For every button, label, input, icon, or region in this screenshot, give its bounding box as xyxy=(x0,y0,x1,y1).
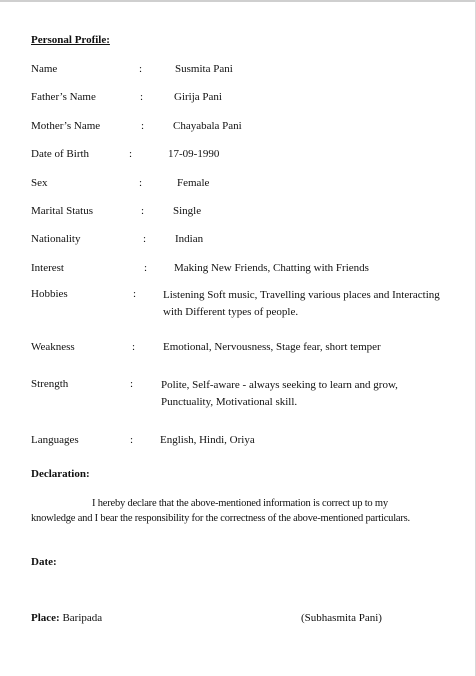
section-title: Personal Profile: xyxy=(31,34,110,46)
field-label: Mother’s Name xyxy=(31,120,101,132)
field-label: Weakness xyxy=(31,341,75,353)
field-value: Emotional, Nervousness, Stage fear, short temper xyxy=(163,341,381,353)
field-label: Nationality xyxy=(31,233,81,245)
field-value: Chayabala Pani xyxy=(173,120,242,132)
field-value: Polite, Self-aware - always seeking to learn and grow, Punctuality, Motivational skill. xyxy=(161,379,398,408)
field-value: Susmita Pani xyxy=(175,63,233,75)
field-colon: : xyxy=(133,288,137,300)
field-colon: : xyxy=(139,177,143,189)
place-line xyxy=(31,612,102,624)
place-value: Baripada xyxy=(62,612,103,624)
place-label: Place: xyxy=(31,612,60,624)
field-colon: : xyxy=(130,434,134,446)
field-colon: : xyxy=(143,233,147,245)
field-colon: : xyxy=(141,205,145,217)
field-label: Name xyxy=(31,63,58,75)
field-colon: : xyxy=(130,378,134,390)
field-label: Languages xyxy=(31,434,79,446)
field-label: Marital Status xyxy=(31,205,94,217)
field-label: Hobbies xyxy=(31,288,68,300)
field-colon: : xyxy=(140,91,144,103)
field-value: Making New Friends, Chatting with Friends xyxy=(174,262,369,274)
field-label: Father’s Name xyxy=(31,91,96,103)
field-colon: : xyxy=(139,63,143,75)
declaration-body: I hereby declare that the above-mentioned information is correct up to my knowledge and I bear the responsibility for the correctness of the above-mentioned particulars. xyxy=(31,498,410,524)
field-colon: : xyxy=(141,120,145,132)
field-value: Listening Soft music, Travelling various places and Interacting with Different types of people. xyxy=(163,289,440,318)
field-value: 17-09-1990 xyxy=(168,148,220,160)
signature-name: (Subhasmita Pani) xyxy=(301,612,382,624)
date-label: Date: xyxy=(31,556,57,568)
declaration-text xyxy=(31,496,431,526)
field-label: Interest xyxy=(31,262,64,274)
field-label: Date of Birth xyxy=(31,148,90,160)
field-colon: : xyxy=(132,341,136,353)
field-colon: : xyxy=(129,148,133,160)
field-value: English, Hindi, Oriya xyxy=(160,434,255,446)
field-value: Indian xyxy=(175,233,204,245)
field-colon: : xyxy=(144,262,148,274)
page-top-border xyxy=(0,0,476,2)
declaration-heading: Declaration: xyxy=(31,468,90,480)
field-value: Female xyxy=(177,177,210,189)
field-label: Strength xyxy=(31,378,69,390)
field-label: Sex xyxy=(31,177,48,189)
field-value: Single xyxy=(173,205,202,217)
field-value: Girija Pani xyxy=(174,91,222,103)
